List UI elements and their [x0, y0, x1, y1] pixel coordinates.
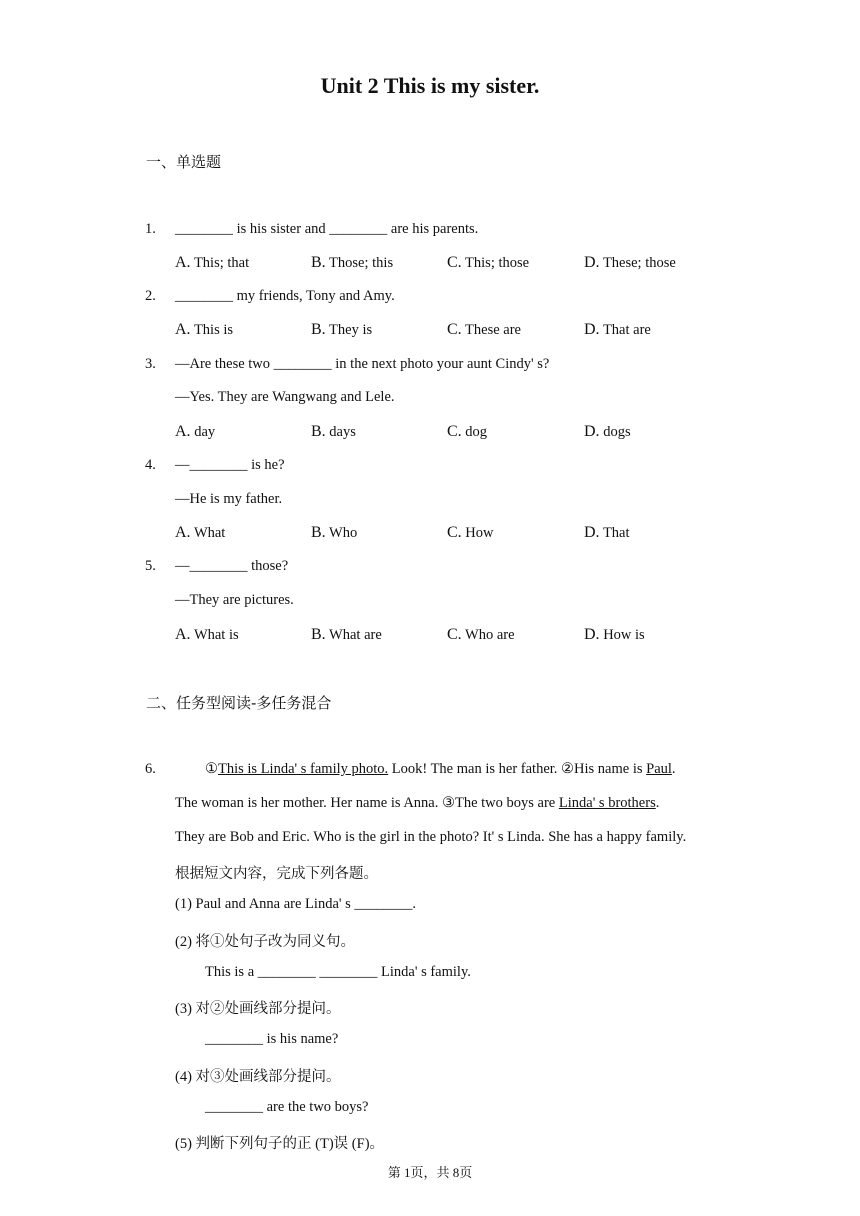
- question-number: 4.: [145, 457, 156, 473]
- option-letter: B.: [311, 626, 326, 643]
- option-letter: D.: [584, 524, 600, 541]
- option-text: That: [602, 525, 630, 541]
- option-text: These are: [465, 322, 521, 338]
- option-a: [175, 524, 225, 542]
- question-dialogue-line: —Yes. They are Wangwang and Lele.: [175, 389, 395, 405]
- question-number: 5.: [145, 558, 156, 574]
- question-number: 1.: [145, 221, 156, 237]
- option-letter: A.: [175, 626, 191, 643]
- page-title: Unit 2 This is my sister.: [320, 73, 540, 98]
- option-text: Those; this: [329, 255, 394, 271]
- option-text: This; that: [193, 255, 250, 271]
- option-letter: A.: [175, 321, 191, 338]
- question-stem: ________ is his sister and ________ are his parents.: [175, 221, 479, 237]
- option-d: [584, 321, 651, 339]
- section-heading-task-reading: 二、任务型阅读-多任务混合: [146, 694, 332, 712]
- sub-question-2-answer-line: This is a ________ ________ Linda' s family.: [205, 964, 471, 980]
- option-text: These; those: [602, 255, 676, 271]
- option-b: [311, 524, 357, 542]
- option-letter: B.: [311, 321, 326, 338]
- question-dialogue-line: —He is my father.: [175, 491, 283, 507]
- question-stem: —________ is he?: [175, 457, 285, 473]
- option-letter: D.: [584, 423, 600, 440]
- option-letter: B.: [311, 423, 326, 440]
- passage-text: .: [671, 761, 676, 777]
- sub-question-2: (2) 将①处句子改为同义句。: [175, 934, 356, 950]
- option-b: [311, 626, 382, 644]
- option-b: [311, 321, 372, 339]
- option-b: [311, 254, 393, 272]
- option-text: Who: [329, 525, 358, 541]
- option-d: [584, 524, 630, 542]
- option-a: [175, 423, 215, 441]
- option-c: [447, 524, 494, 542]
- option-text: dog: [465, 424, 488, 440]
- option-c: [447, 423, 487, 441]
- question-dialogue-line: —They are pictures.: [175, 592, 294, 608]
- section-heading-single-choice: 一、单选题: [146, 153, 222, 171]
- sub-question-3: (3) 对②处画线部分提问。: [175, 1001, 341, 1017]
- option-text: dogs: [603, 424, 631, 440]
- circle-mark: ①: [205, 761, 218, 777]
- option-c: [447, 254, 529, 272]
- passage-line-2: [175, 795, 659, 812]
- option-letter: B.: [311, 254, 326, 271]
- underlined-name: Paul: [646, 761, 672, 777]
- option-text: They is: [329, 322, 373, 338]
- option-text: What: [193, 525, 226, 541]
- option-letter: D.: [584, 254, 600, 271]
- option-letter: D.: [584, 626, 600, 643]
- passage-text: Look! The man is her father. ②His name is: [388, 761, 647, 777]
- option-letter: A.: [175, 254, 191, 271]
- passage-text: The woman is her mother. Her name is Anna. ③The two boys are: [175, 795, 559, 811]
- underlined-sentence-1: This is Linda' s family photo.: [218, 761, 389, 777]
- underlined-brothers: Linda' s brothers: [558, 795, 656, 811]
- option-c: [447, 321, 521, 339]
- passage-text: .: [655, 795, 660, 811]
- question-number: 2.: [145, 288, 156, 304]
- sub-question-1: (1) Paul and Anna are Linda' s ________.: [175, 896, 417, 912]
- option-text: Who are: [465, 627, 515, 643]
- option-letter: C.: [447, 626, 462, 643]
- question-number: 6.: [145, 761, 156, 777]
- option-letter: D.: [584, 321, 600, 338]
- question-stem: —Are these two ________ in the next photo your aunt Cindy' s?: [175, 356, 550, 372]
- question-stem: —________ those?: [175, 558, 289, 574]
- question-stem: ________ my friends, Tony and Amy.: [175, 288, 395, 304]
- option-a: [175, 626, 239, 644]
- option-text: This is: [193, 322, 234, 338]
- option-letter: C.: [447, 423, 462, 440]
- page-footer: 第 1页，共 8页: [387, 1165, 473, 1180]
- option-a: [175, 254, 249, 272]
- option-letter: C.: [447, 524, 462, 541]
- passage-line-1: [205, 761, 676, 778]
- option-text: How is: [603, 627, 645, 643]
- option-text: days: [329, 424, 356, 440]
- option-d: [584, 254, 676, 272]
- option-letter: C.: [447, 254, 462, 271]
- instruction: 根据短文内容，完成下列各题。: [175, 866, 378, 882]
- option-d: [584, 423, 631, 441]
- option-d: [584, 626, 645, 644]
- question-number: 3.: [145, 356, 156, 372]
- option-a: [175, 321, 233, 339]
- option-c: [447, 626, 515, 644]
- sub-question-3-answer-line: ________ is his name?: [205, 1031, 339, 1047]
- sub-question-4: (4) 对③处画线部分提问。: [175, 1069, 341, 1085]
- option-letter: C.: [447, 321, 462, 338]
- option-text: That are: [602, 322, 651, 338]
- option-b: [311, 423, 356, 441]
- option-text: How: [465, 525, 494, 541]
- option-text: This; those: [465, 255, 530, 271]
- passage-line-3: They are Bob and Eric. Who is the girl in the photo? It' s Linda. She has a happy family.: [175, 829, 687, 845]
- sub-question-5: (5) 判断下列句子的正 (T)误 (F)。: [175, 1136, 385, 1152]
- option-text: What are: [329, 627, 382, 643]
- option-letter: A.: [175, 423, 191, 440]
- option-letter: A.: [175, 524, 191, 541]
- option-text: What is: [193, 627, 239, 643]
- option-letter: B.: [311, 524, 326, 541]
- option-text: day: [194, 424, 216, 440]
- sub-question-4-answer-line: ________ are the two boys?: [205, 1099, 369, 1115]
